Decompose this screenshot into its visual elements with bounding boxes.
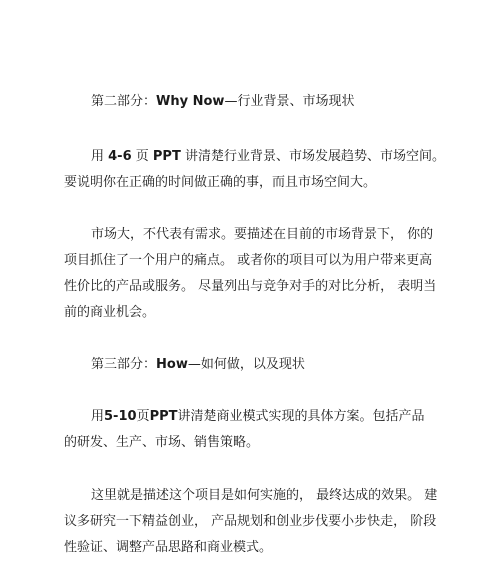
section3-heading-prefix: 第三部分： <box>91 357 157 372</box>
section3-heading-suffix: —如何做，以及现状 <box>187 357 305 372</box>
section3-heading-keyword: How <box>156 357 188 372</box>
section2-heading-keyword: Why Now <box>156 94 225 109</box>
section2-p2-line1: 市场大，不代表有需求。要描述在目前的市场背景下， 你的 <box>91 227 434 242</box>
text-run: 页 <box>131 149 153 164</box>
section2-heading <box>91 92 354 112</box>
text-run: 讲清楚行业背景、市场发展趋势、市场空间。 <box>180 149 445 164</box>
page-count-bold: 5-10 <box>104 409 137 424</box>
section2-p2-line2: 项目抓住了一个用户的痛点。 或者你的项目可以为用户带来更高 <box>64 253 433 268</box>
text-run: 页 <box>136 409 150 424</box>
section2-p2-line4: 前的商业机会。 <box>64 305 156 320</box>
section3-p2-line1: 这里就是描述这个项目是如何实施的， 最终达成的效果。 建 <box>91 488 438 503</box>
text-run: 用 <box>91 149 109 164</box>
ppt-bold: PPT <box>152 149 181 164</box>
section3-p1-line2: 的研发、生产、市场、销售策略。 <box>64 435 260 450</box>
ppt-bold: PPT <box>149 409 178 424</box>
section3-heading <box>91 355 305 375</box>
text-run: 讲清楚商业模式实现的具体方案。包括产品 <box>177 409 425 424</box>
section3-p1-line1 <box>91 407 425 427</box>
text-run: 用 <box>91 409 105 424</box>
section2-heading-prefix: 第二部分： <box>91 94 157 109</box>
section2-heading-suffix: —行业背景、市场现状 <box>224 94 355 109</box>
section3-p2-line3: 性验证、调整产品思路和商业模式。 <box>64 540 273 555</box>
section2-p1-line2: 要说明你在正确的时间做正确的事，而且市场空间大。 <box>64 175 377 190</box>
section3-p2-line2: 议多研究一下精益创业， 产品规划和创业步伐要小步快走， 阶段 <box>64 514 437 529</box>
section2-p1-line1 <box>91 147 445 167</box>
page-count-bold: 4-6 <box>108 149 132 164</box>
section2-p2-line3: 性价比的产品或服务。 尽量列出与竞争对手的对比分析， 表明当 <box>64 279 437 294</box>
